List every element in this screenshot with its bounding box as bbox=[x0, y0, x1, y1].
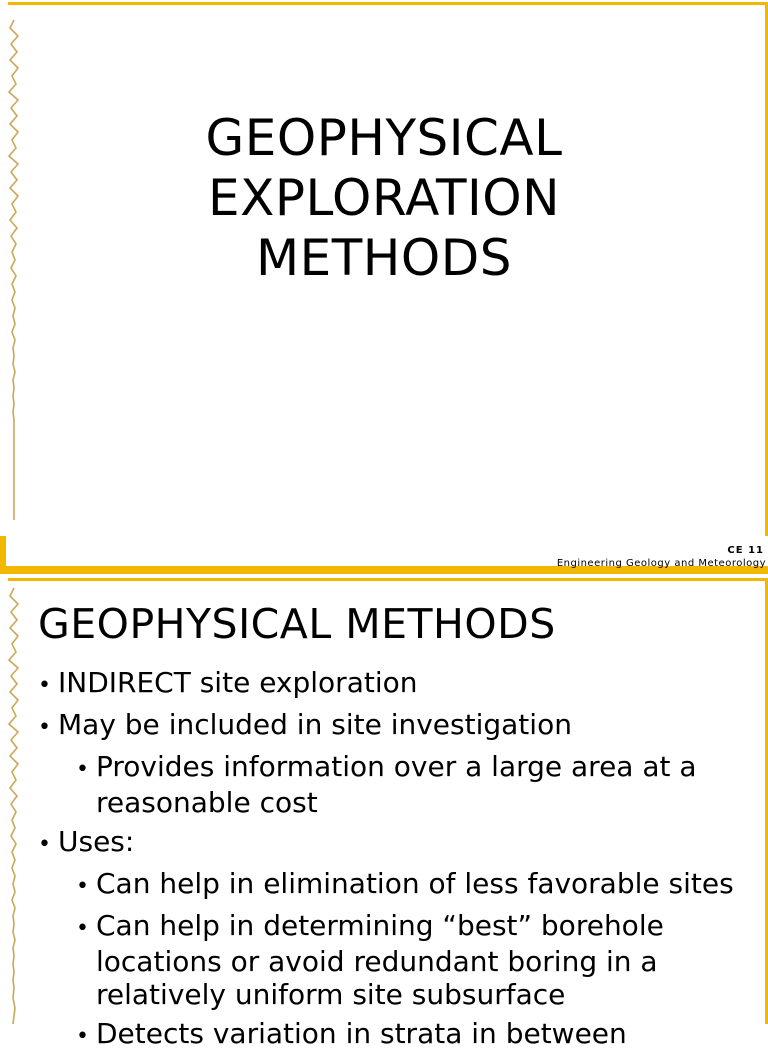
slide-border-top bbox=[8, 2, 768, 5]
bullet-text: Detects variation in strata in between bbox=[96, 1017, 627, 1050]
bullet-text: INDIRECT site exploration bbox=[58, 666, 418, 699]
sub-bullet-item bbox=[76, 867, 758, 903]
bullet-item bbox=[38, 825, 758, 861]
bullet-item bbox=[38, 666, 758, 702]
sub-bullet-item bbox=[76, 1017, 758, 1053]
bullet-text: Provides information over a large area at a reasonable cost bbox=[96, 750, 697, 819]
title-line-3: METHODS bbox=[256, 229, 512, 287]
course-code: CE 11 bbox=[727, 545, 764, 556]
title-line-2: EXPLORATION bbox=[207, 169, 560, 227]
bullet-icon: • bbox=[76, 1024, 89, 1049]
title-line-1: GEOPHYSICAL bbox=[205, 109, 563, 167]
bullet-icon: • bbox=[38, 715, 51, 740]
bullet-text: Uses: bbox=[58, 825, 135, 858]
bullet-list bbox=[38, 666, 758, 1059]
bullet-text: May be included in site investigation bbox=[58, 708, 572, 741]
title-slide-heading bbox=[0, 108, 768, 288]
bullet-icon: • bbox=[76, 874, 89, 899]
sub-bullet-item bbox=[76, 750, 758, 819]
footer-accent-left bbox=[0, 536, 6, 566]
sub-bullet-item bbox=[76, 909, 758, 1011]
content-slide-title: GEOPHYSICAL METHODS bbox=[38, 600, 556, 648]
bullet-icon: • bbox=[38, 673, 51, 698]
bullet-icon: • bbox=[38, 832, 51, 857]
bullet-text: Can help in determining “best” borehole locations or avoid redundant boring in a relatively uniform site subsurface bbox=[96, 909, 664, 1011]
course-name: Engineering Geology and Meteorology bbox=[556, 558, 766, 569]
content-slide bbox=[0, 578, 768, 1050]
bullet-item bbox=[38, 708, 758, 744]
slide-border-top bbox=[8, 578, 768, 581]
bullet-icon: • bbox=[76, 757, 89, 782]
bullet-text: Can help in elimination of less favorable sites bbox=[96, 867, 734, 900]
bullet-icon: • bbox=[76, 916, 89, 941]
wavy-border-decoration bbox=[6, 588, 22, 1024]
